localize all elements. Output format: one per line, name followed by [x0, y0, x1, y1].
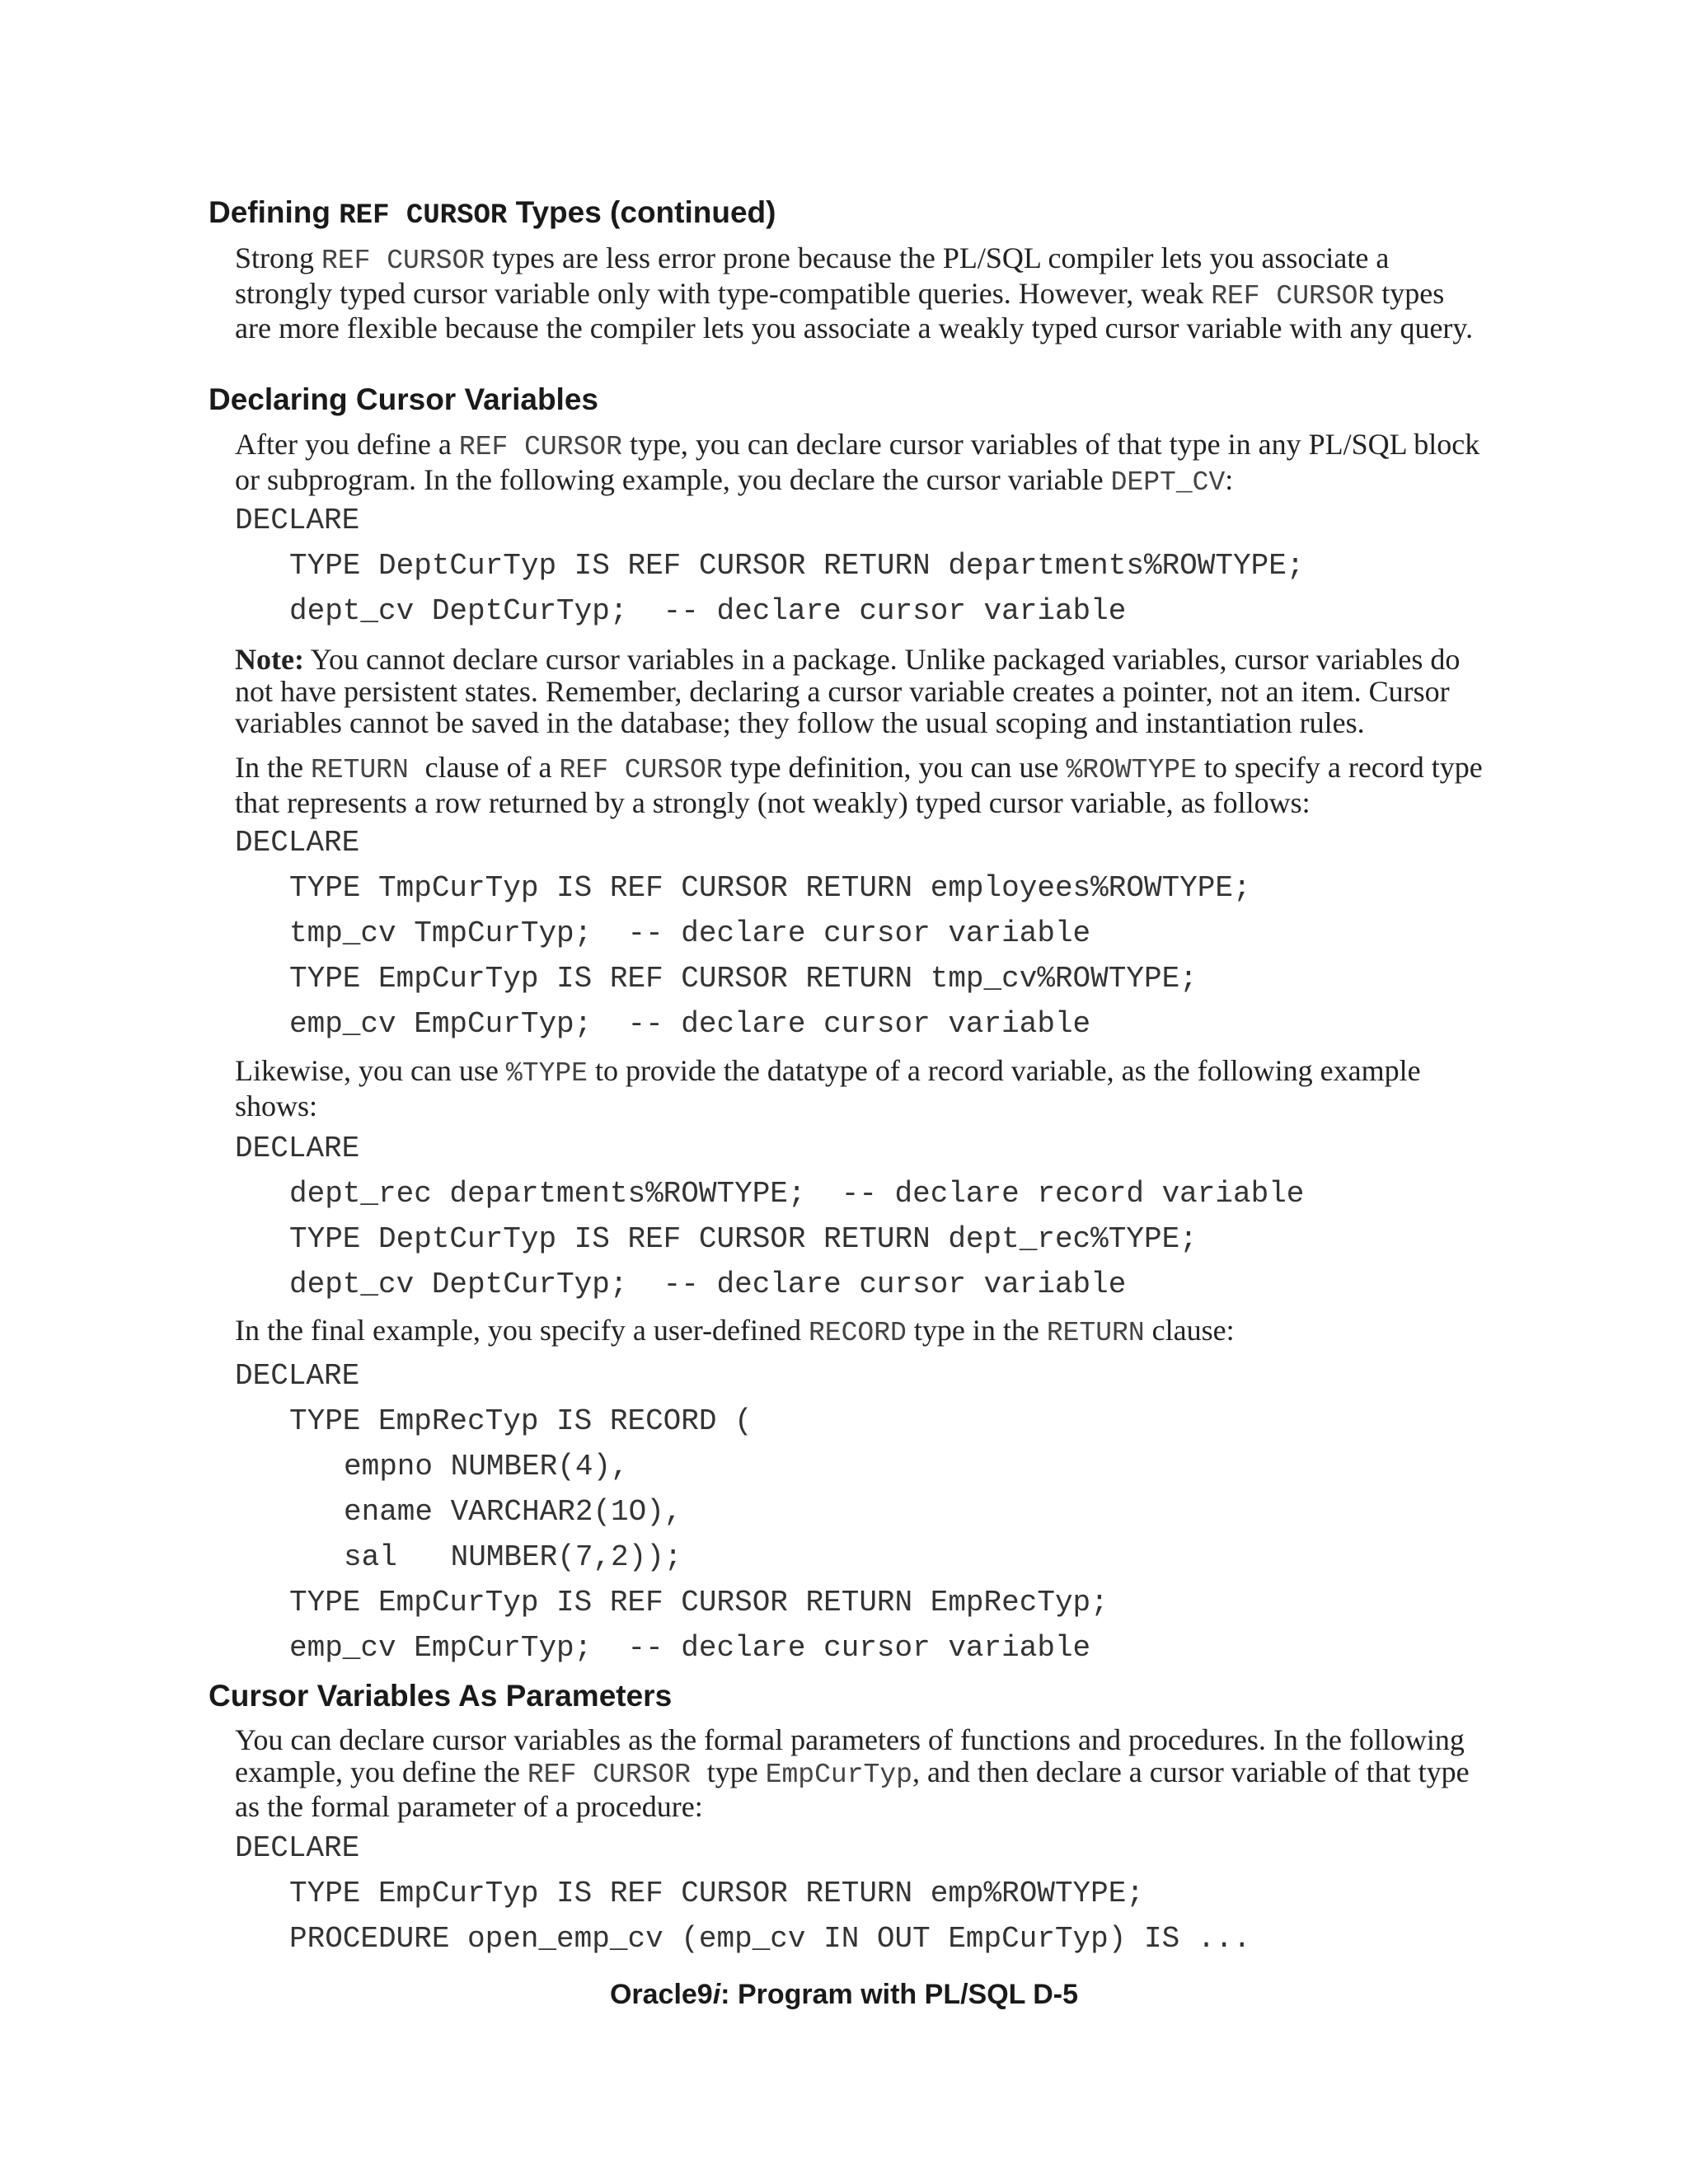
text-run: After you define a — [235, 428, 459, 461]
text-run: Likewise, you can use — [235, 1054, 506, 1087]
note-paragraph — [235, 644, 1488, 739]
text-run: , and then declare a cursor variable of that type as the formal parameter of a procedure: — [235, 1755, 1470, 1823]
inline-code: RETURN — [1046, 1318, 1145, 1348]
paragraph-declare-cursor-variables — [235, 429, 1488, 499]
text-run: : — [1225, 462, 1234, 496]
code-line: tmp_cv TmpCurTyp; -- declare cursor variable — [289, 916, 1091, 950]
text-run: In the final example, you specify a user-defined — [235, 1314, 809, 1347]
code-line: TYPE DeptCurTyp IS REF CURSOR RETURN departments%ROWTYPE; — [289, 549, 1305, 583]
footer-text: Oracle9 — [609, 1979, 713, 2010]
heading-text: Types (continued) — [507, 195, 776, 229]
inline-code: REF CURSOR — [1211, 280, 1375, 312]
footer-text: : Program with PL/SQL D-5 — [720, 1979, 1079, 2010]
code-line: TYPE EmpCurTyp IS REF CURSOR RETURN emp%ROWTYPE; — [289, 1877, 1144, 1910]
paragraph-user-defined-record — [235, 1315, 1488, 1350]
text-run: You can declare cursor variables as the formal parameters of functions and procedures. In the following example, you define the — [235, 1723, 1465, 1788]
text-run: types are more flexible because the compiler lets you associate a weakly typed cursor variable with any query. — [235, 276, 1474, 344]
code-line: dept_cv DeptCurTyp; -- declare cursor variable — [289, 1268, 1127, 1301]
code-line: dept_rec departments%ROWTYPE; -- declare record variable — [289, 1177, 1305, 1211]
text-run: In the — [235, 751, 311, 784]
section-heading-declaring-cursor-variables: Declaring Cursor Variables — [209, 382, 598, 416]
heading-code: REF CURSOR — [339, 200, 508, 232]
page-footer — [0, 1978, 1688, 2011]
text-run: clause: — [1144, 1314, 1235, 1347]
code-line: dept_cv DeptCurTyp; -- declare cursor variable — [289, 594, 1127, 628]
code-line: sal NUMBER(7,2)); — [344, 1540, 682, 1574]
paragraph-percent-type — [235, 1055, 1488, 1122]
inline-code: REF CURSOR — [527, 1759, 707, 1790]
code-line: DECLARE — [235, 1359, 360, 1393]
inline-code: %ROWTYPE — [1066, 755, 1197, 785]
text-run: type definition, you can use — [722, 751, 1067, 784]
code-line: TYPE TmpCurTyp IS REF CURSOR RETURN employees%ROWTYPE; — [289, 871, 1251, 905]
code-line: DECLARE — [235, 504, 360, 537]
code-line: DECLARE — [235, 1132, 360, 1165]
text-run: to provide the datatype of a record variable, as the following example shows: — [235, 1054, 1421, 1122]
text-run: type, you can declare cursor variables of that type in any PL/SQL block or subprogram. In the following example, you declare the cursor variable — [235, 428, 1480, 496]
paragraph-strong-weak-ref-cursor — [235, 242, 1488, 344]
inline-code: RECORD — [809, 1318, 907, 1348]
code-line: TYPE EmpCurTyp IS REF CURSOR RETURN tmp_cv%ROWTYPE; — [289, 962, 1198, 996]
code-line: DECLARE — [235, 826, 360, 860]
code-line: DECLARE — [235, 1831, 360, 1865]
text-run: types are less error prone because the PL/SQL compiler lets you associate a strongly typed cursor variable only with type-compatible queries. However, weak — [235, 241, 1390, 310]
section-heading-defining-ref-cursor-types — [209, 195, 776, 233]
code-line: TYPE EmpCurTyp IS REF CURSOR RETURN EmpRecTyp; — [289, 1586, 1109, 1619]
code-line: empno NUMBER(4), — [344, 1450, 629, 1483]
code-line: emp_cv EmpCurTyp; -- declare cursor variable — [289, 1007, 1091, 1041]
code-line: TYPE EmpRecTyp IS RECORD ( — [289, 1404, 753, 1438]
inline-code: REF CURSOR — [321, 246, 485, 276]
code-line: TYPE DeptCurTyp IS REF CURSOR RETURN dept_rec%TYPE; — [289, 1222, 1198, 1256]
note-label: Note: — [235, 643, 304, 676]
inline-code: REF CURSOR — [559, 755, 723, 785]
inline-code: DEPT_CV — [1110, 466, 1226, 498]
paragraph-return-clause — [235, 752, 1488, 818]
text-run: Strong — [235, 241, 322, 274]
text-run: type in the — [906, 1314, 1047, 1347]
section-heading-cursor-variables-as-parameters: Cursor Variables As Parameters — [209, 1679, 673, 1713]
code-line: PROCEDURE open_emp_cv (emp_cv IN OUT EmpCurTyp) IS ... — [289, 1922, 1251, 1956]
inline-code: %TYPE — [505, 1058, 588, 1089]
text-run: type — [706, 1755, 766, 1788]
heading-text: Defining — [209, 195, 340, 229]
paragraph-formal-parameters — [235, 1724, 1488, 1823]
inline-code: RETURN — [310, 755, 425, 785]
inline-code: EmpCurTyp — [765, 1759, 912, 1790]
code-line: emp_cv EmpCurTyp; -- declare cursor variable — [289, 1631, 1091, 1665]
footer-italic: i — [712, 1979, 721, 2010]
code-line: ename VARCHAR2(1O), — [344, 1495, 682, 1529]
text-run: clause of a — [424, 751, 560, 784]
inline-code: REF CURSOR — [458, 432, 622, 462]
text-run: to specify a record type that represents a row returned by a strongly (not weakly) typed cursor variable, as follows: — [235, 751, 1483, 819]
text-run: You cannot declare cursor variables in a package. Unlike packaged variables, cursor variables do not have persistent states. Remember, declaring a cursor variable creates a pointer, not an item. Cursor variables cannot be saved in the database; they follow the usual scoping and instantiation rules. — [235, 643, 1461, 739]
